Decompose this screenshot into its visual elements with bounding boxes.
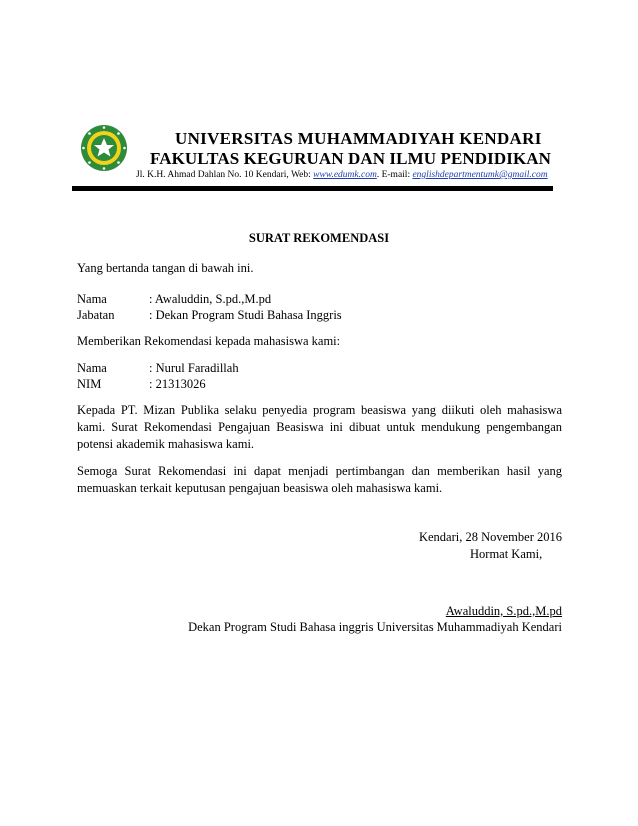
letterhead-divider <box>72 186 553 191</box>
student-nim-row <box>77 377 206 392</box>
student-name-value: : Nurul Faradillah <box>149 361 239 375</box>
intro-line: Yang bertanda tangan di bawah ini. <box>77 261 254 275</box>
signature-name: Awaluddin, S.pd.,M.pd <box>445 604 562 618</box>
signer-name-row <box>77 292 271 307</box>
student-nim-label: NIM <box>77 377 102 391</box>
student-nim-value: : 21313026 <box>149 377 206 391</box>
signature-title: Dekan Program Studi Bahasa inggris Universitas Muhammadiyah Kendari <box>188 620 562 634</box>
body-paragraph-1: Kepada PT. Mizan Publika selaku penyedia program beasiswa yang diikuti oleh mahasiswa kami. Surat Rekomendasi Pengajuan Beasiswa ini dibuat untuk mendukung pengembangan potensi akademik mahasiswa kami. <box>77 403 562 451</box>
letter-title: SURAT REKOMENDASI <box>248 231 390 245</box>
place-date: Kendari, 28 November 2016 <box>418 530 562 544</box>
body-paragraph-2: Semoga Surat Rekomendasi ini dapat menjadi pertimbangan dan memberikan hasil yang memuaskan terkait keputusan pengajuan beasiswa oleh mahasiswa kami. <box>77 464 562 495</box>
signer-name-label: Nama <box>77 292 107 306</box>
signer-position-value: : Dekan Program Studi Bahasa Inggris <box>149 308 342 322</box>
university-seal-icon <box>80 124 128 172</box>
email-prefix: . E-mail: <box>376 170 413 180</box>
email-link[interactable]: englishdepartmentumk@gmail.com <box>412 170 548 180</box>
address-text: Jl. K.H. Ahmad Dahlan No. 10 Kendari, Web: <box>136 170 314 180</box>
signer-name-value: : Awaluddin, S.pd.,M.pd <box>149 292 272 306</box>
faculty-name: FAKULTAS KEGURUAN DAN ILMU PENDIDIKAN <box>150 149 552 168</box>
letterhead-address <box>136 170 548 180</box>
student-name-row <box>77 361 239 376</box>
signer-position-row <box>77 308 342 323</box>
signer-position-label: Jabatan <box>77 308 115 322</box>
recommend-line: Memberikan Rekomendasi kepada mahasiswa kami: <box>77 334 341 348</box>
university-name: UNIVERSITAS MUHAMMADIYAH KENDARI <box>175 129 542 148</box>
website-link[interactable]: www.edumk.com <box>313 170 377 180</box>
closing: Hormat Kami, <box>470 547 543 561</box>
student-name-label: Nama <box>77 361 107 375</box>
